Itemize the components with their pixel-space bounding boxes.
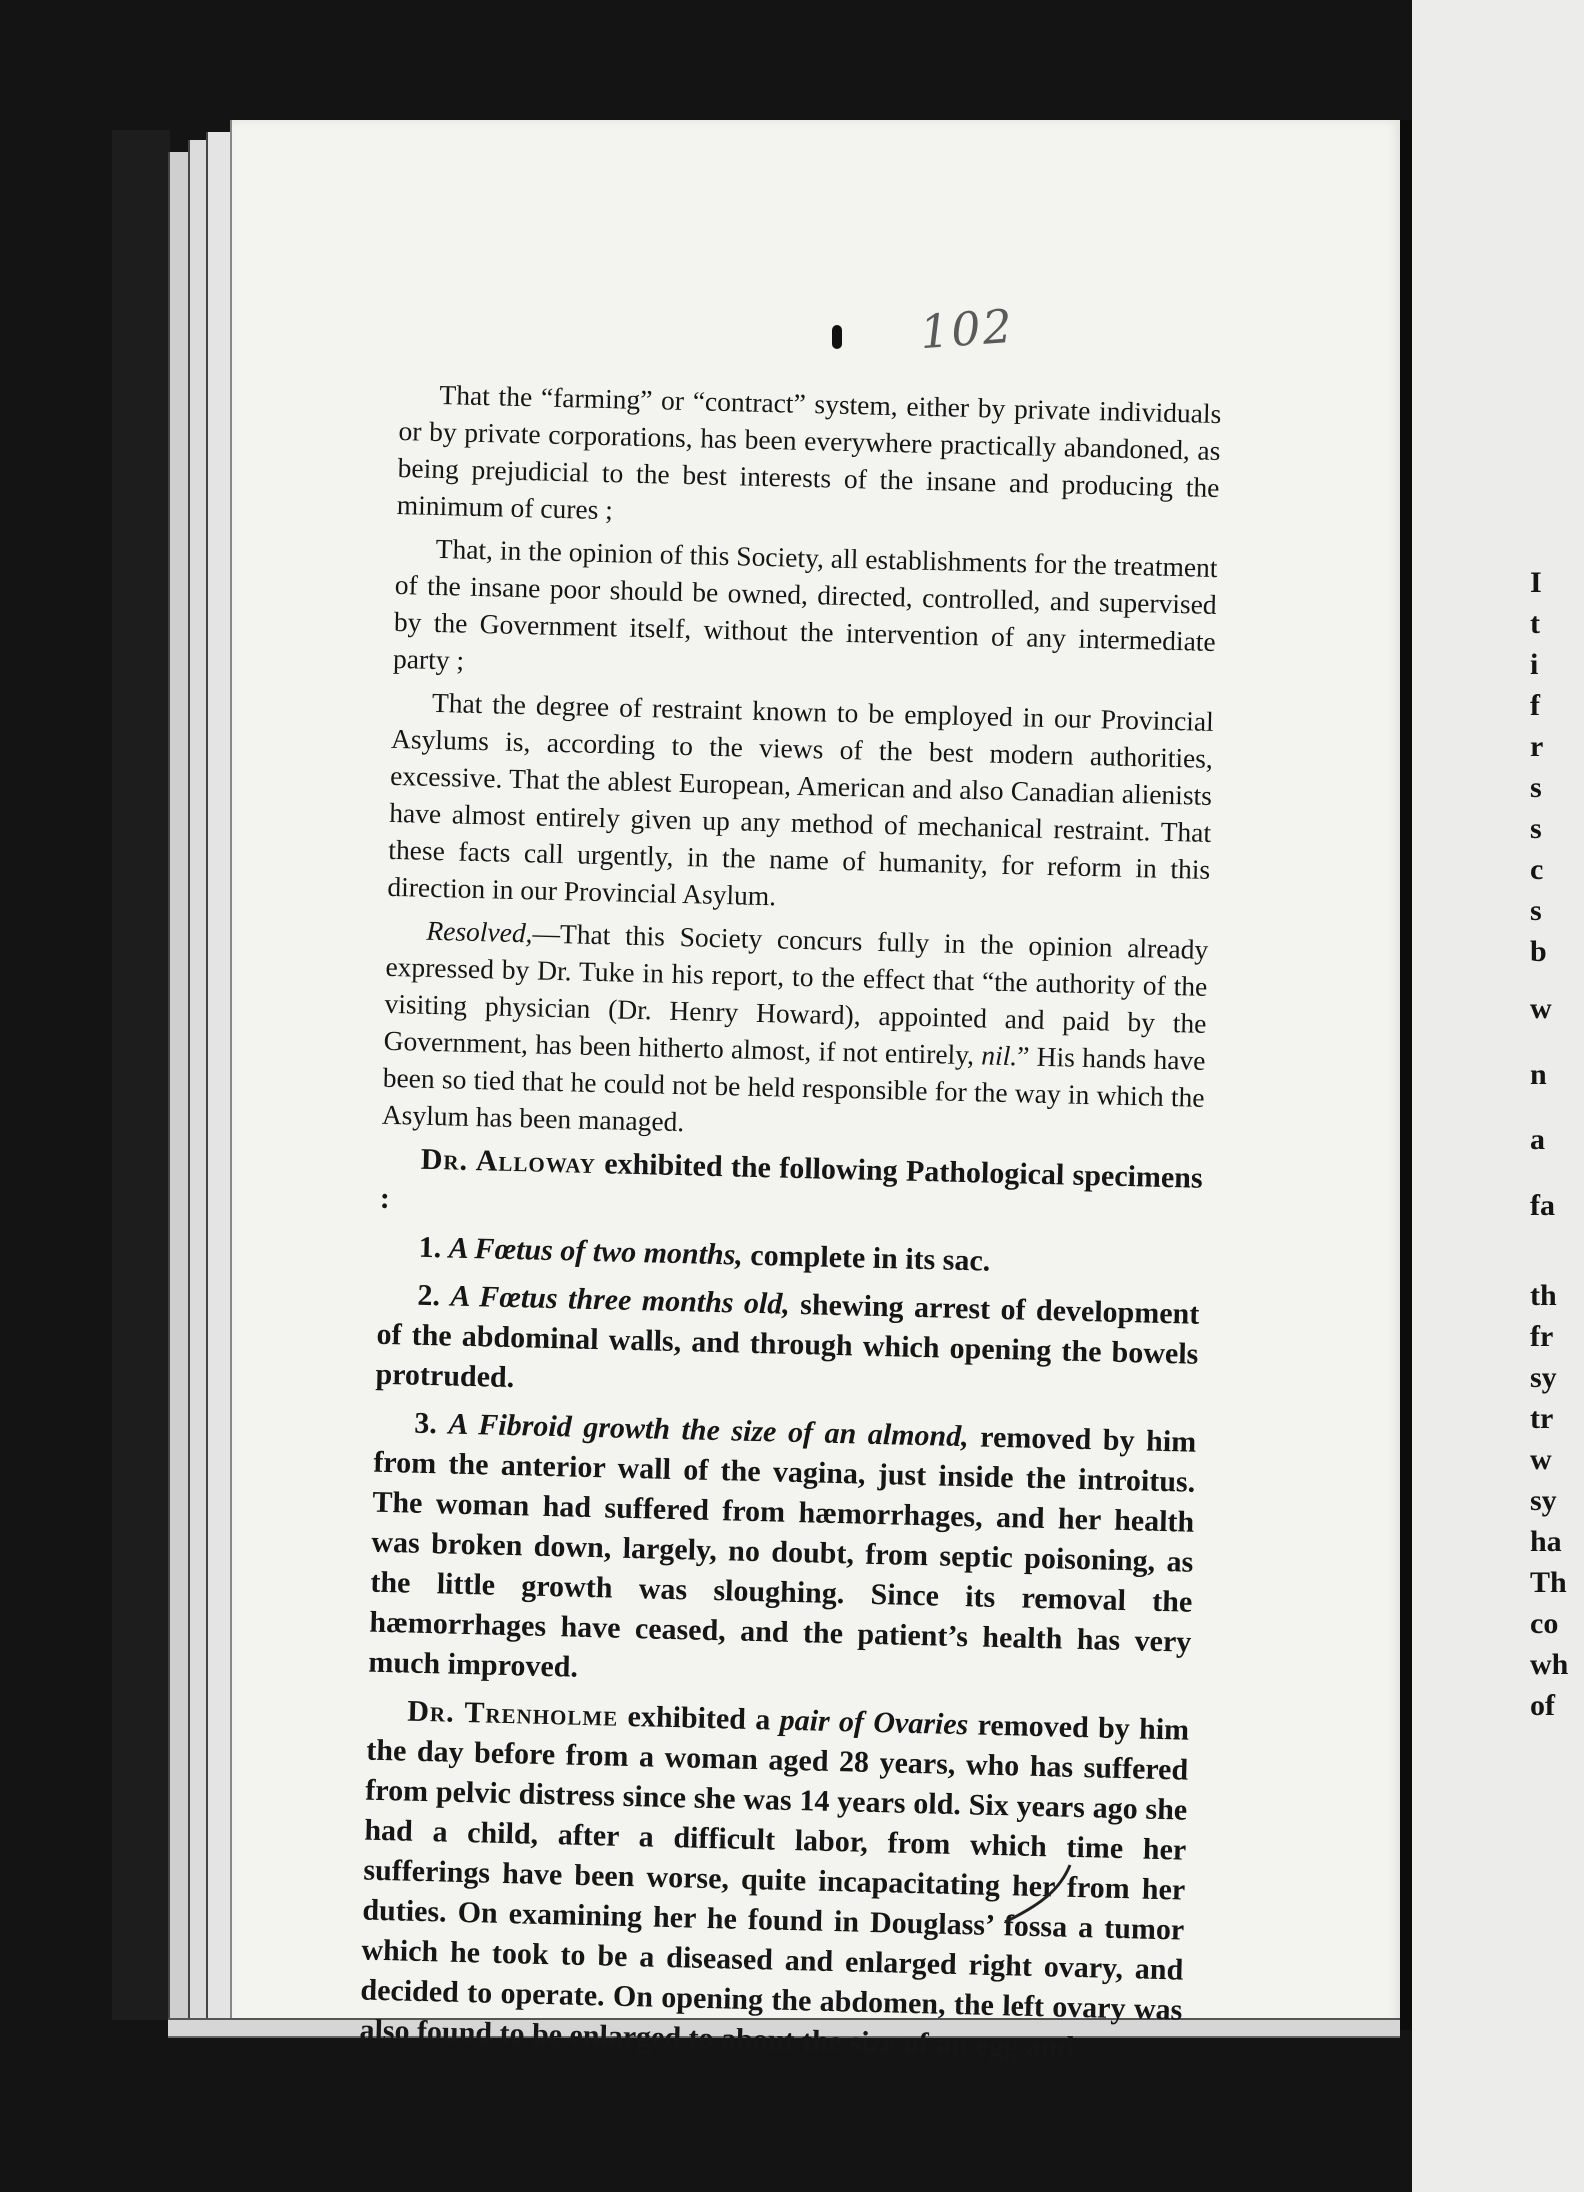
text-run: ” His hands have been so tied that he could not be held responsible for the way in which the Asylum has been managed. (381, 1040, 1206, 1138)
text-run: exhibited a (617, 1699, 781, 1737)
book-spine (112, 130, 170, 2020)
facing-fragment: f (1530, 688, 1540, 722)
facing-fragment: of (1530, 1689, 1555, 1723)
text-run: shewing arrest of development of the abdominal walls, and through which opening the bowels protruded. (375, 1287, 1200, 1395)
facing-fragment: fr (1530, 1320, 1554, 1354)
paragraph: That the degree of restraint known to be employed in our Provincial Asylums is, according to the views of the best modern authorities, excessive. That the ablest European, American and also Canadian alienists have almost entirely given up any method of mechanical restraint. That these facts call urgently, in the name of humanity, for reform in this direction in our Provincial Asylum. (387, 686, 1215, 912)
facing-fragment: s (1530, 811, 1542, 845)
page-body (359, 375, 1222, 2079)
facing-fragment: s (1530, 770, 1542, 804)
facing-fragment: tr (1530, 1402, 1554, 1436)
facing-fragment: r (1530, 729, 1544, 763)
facing-fragment: sy (1530, 1361, 1557, 1395)
specimen-item (375, 1275, 1200, 1415)
facing-fragment: n (1530, 1057, 1547, 1091)
item-number: 2. (417, 1278, 451, 1313)
ink-mark (832, 325, 842, 349)
facing-fragment: co (1530, 1607, 1559, 1641)
facing-fragment: a (1530, 1123, 1545, 1157)
paragraph: That, in the opinion of this Society, all establishments for the treatment of the insane poor should be owned, directed, controlled, and supervised by the Government itself, without the intervention of any intermediate party ; (392, 532, 1218, 676)
facing-fragment: Th (1530, 1566, 1567, 1600)
specimen-item (368, 1403, 1197, 1703)
facing-fragment: s (1530, 893, 1542, 927)
specimen-section (359, 1139, 1203, 2071)
facing-fragment: b (1530, 934, 1547, 968)
item-number: 1. (418, 1230, 450, 1265)
item-number: 3. (413, 1406, 449, 1441)
speaker-name: Dr. Trenholme (406, 1694, 619, 1733)
text-run: —That this Society concurs fully in the opinion already expressed by Dr. Tuke in his report, to the effect that “the authority of the visiting physician (Dr. Henry Howard), appointed and paid by the Government, has been hitherto almost, if not entirely, (383, 917, 1209, 1071)
facing-fragment: t (1530, 606, 1540, 640)
specimen-title: A Fœtus three months old, (450, 1279, 791, 1321)
facing-fragment: th (1530, 1279, 1557, 1313)
specimen-title: pair of Ovaries (779, 1703, 969, 1742)
paragraph (381, 911, 1208, 1153)
specimen-title: A Fibroid growth the size of an almond, (448, 1407, 970, 1454)
page-gutter (1400, 120, 1412, 2030)
facing-fragment: ha (1530, 1525, 1562, 1559)
specimen-title: A Fœtus of two months, (448, 1231, 744, 1272)
facing-fragment: I (1530, 565, 1542, 599)
text-run: nil. (980, 1039, 1018, 1072)
page-number: 102 (918, 298, 1016, 360)
facing-fragment: sy (1530, 1484, 1557, 1518)
facing-fragment: wh (1530, 1648, 1569, 1682)
paragraph (379, 1139, 1203, 1239)
facing-fragment: i (1530, 647, 1539, 681)
facing-fragment: c (1530, 852, 1544, 886)
text-run: removed by him from the anterior wall of the vagina, just inside the introitus. The woman had suffered from hæmorrhages, and her health was broken down, largely, no doubt, from septic poisoning, as the little growth was sloughing. Since its removal the hæmorrhages have ceased, and the patient’s health has very much improved. (368, 1420, 1197, 1684)
facing-fragment: fa (1530, 1189, 1555, 1222)
facing-fragment: w (1530, 992, 1552, 1026)
resolved-label: Resolved, (426, 914, 533, 949)
facing-fragment: w (1530, 1443, 1552, 1477)
text-run: exhibited the following Pathological specimens : (379, 1147, 1204, 1215)
facing-page-text (1530, 0, 1584, 2192)
text-run: complete in its sac. (742, 1238, 991, 1278)
pen-stroke-mark (1000, 1860, 1080, 1930)
text-run: removed by him the day before from a woman aged 28 years, who has suffered from pelvic distress since she was 14 years old. Six years ago she had a child, after a difficult labor, from which time her sufferings have been worse, quite incapacitating her from her duties. On examining her he found in Douglass’ fossa a tumor which he took to be a diseased and enlarged right ovary, and decided to operate. On opening the abdomen, the left ovary was also found to be enlarged to about the size of an egg and (359, 1708, 1190, 2064)
paragraph: That the “farming” or “contract” system, either by private individuals or by private corporations, has been everywhere practically abandoned, as being prejudicial to the best interests of the insane and producing the minimum of cures ; (396, 378, 1222, 526)
speaker-name: Dr. Alloway (420, 1142, 597, 1181)
